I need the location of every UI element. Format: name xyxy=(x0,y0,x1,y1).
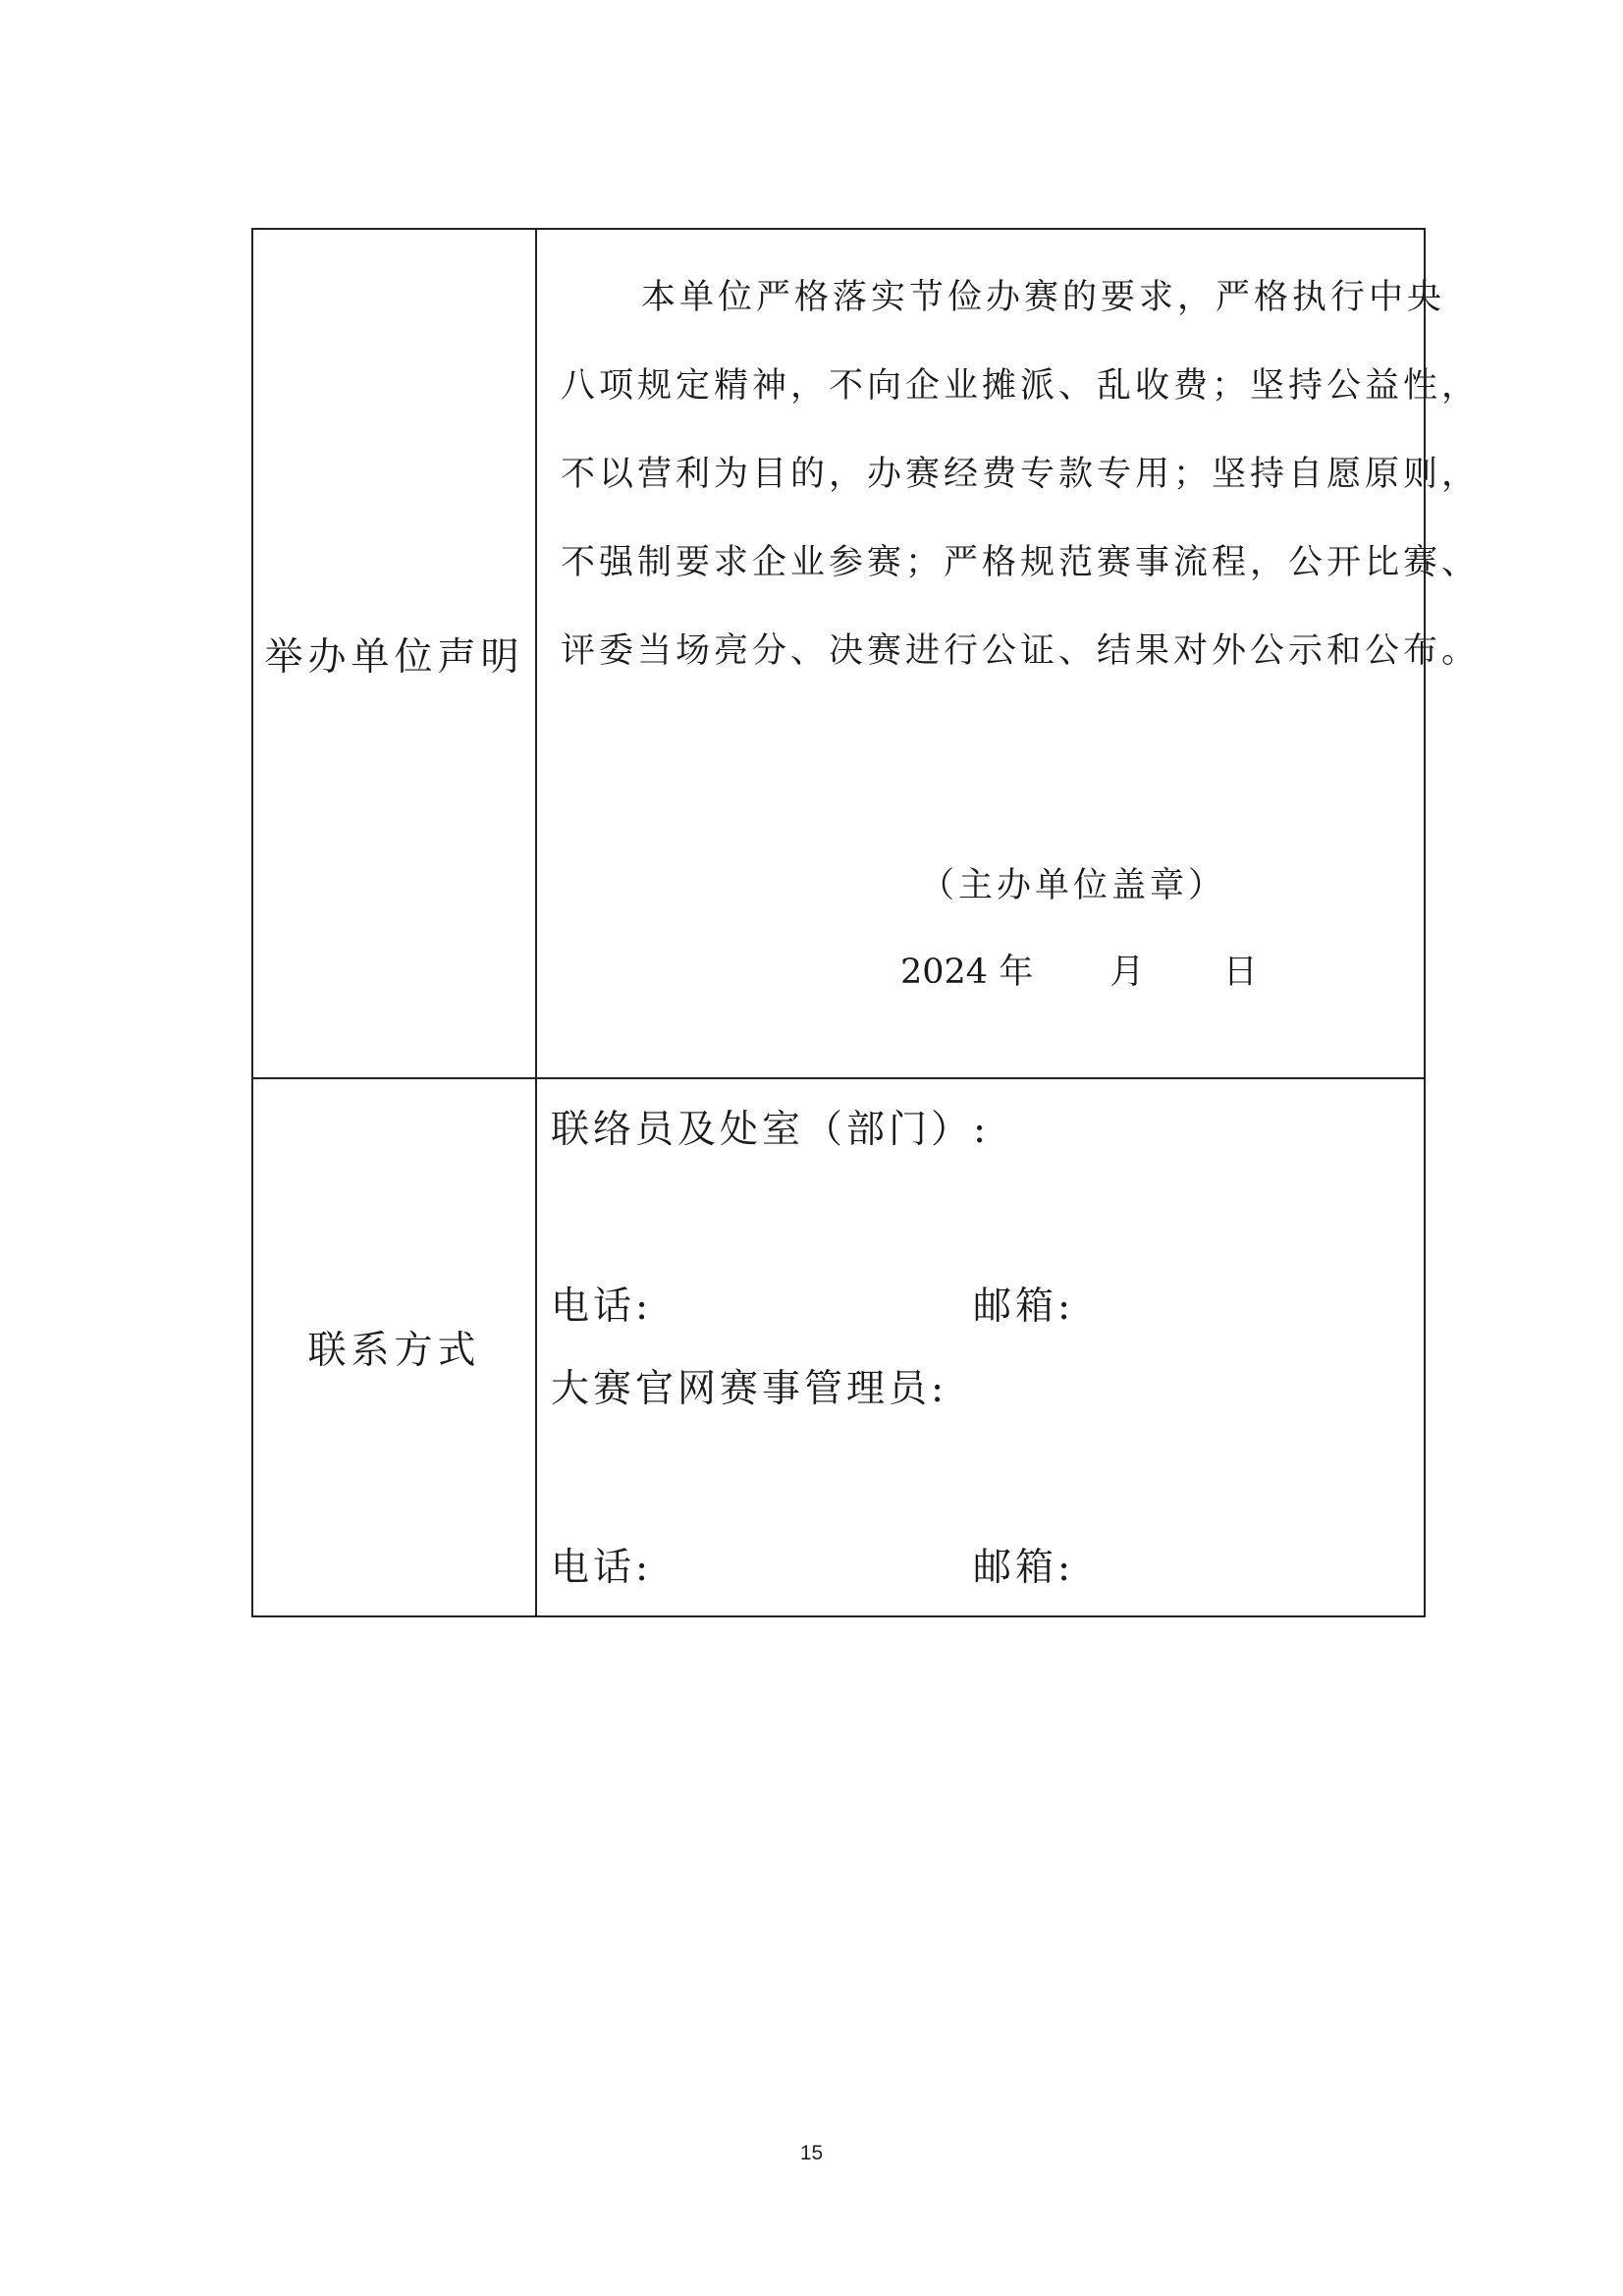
phone-field: 电话: xyxy=(551,1546,653,1590)
contact-content xyxy=(537,1079,1424,1613)
contact-row xyxy=(252,1078,1425,1616)
contact-content-cell xyxy=(536,1078,1425,1616)
declaration-row xyxy=(252,229,1425,1078)
declaration-label-cell xyxy=(252,229,536,1078)
contact-label-cell xyxy=(252,1078,536,1616)
declaration-line: 本单位严格落实节俭办赛的要求，严格执行中央 xyxy=(641,278,1446,317)
declaration-form-table xyxy=(251,228,1481,1617)
declaration-line: 评委当场亮分、决赛进行公证、结果对外公示和公布。 xyxy=(561,631,1481,671)
date-month: 月 xyxy=(1109,953,1145,992)
page-number: 15 xyxy=(799,2142,824,2164)
stamp-placeholder: （主办单位盖章） xyxy=(920,866,1227,905)
liaison-field: 联络员及处室（部门）: xyxy=(551,1108,991,1152)
declaration-content-cell xyxy=(536,229,1481,1078)
date-line xyxy=(900,945,1258,994)
email-field: 邮箱: xyxy=(973,1546,1075,1590)
email-field: 邮箱: xyxy=(973,1285,1075,1329)
admin-field: 大赛官网赛事管理员: xyxy=(551,1367,948,1411)
phone-field: 电话: xyxy=(551,1285,653,1329)
declaration-line: 不以营利为目的，办赛经费专款专用；坚持自愿原则， xyxy=(561,455,1481,494)
declaration-content xyxy=(537,230,1481,1054)
declaration-label: 举办单位声明 xyxy=(264,634,524,680)
contact-label: 联系方式 xyxy=(307,1329,481,1373)
declaration-line: 八项规定精神，不向企业摊派、乱收费；坚持公益性， xyxy=(561,366,1481,406)
declaration-line: 不强制要求企业参赛；严格规范赛事流程，公开比赛、 xyxy=(561,543,1481,582)
date-day: 日 xyxy=(1222,953,1258,992)
date-year: 2024 年 xyxy=(900,953,1034,992)
